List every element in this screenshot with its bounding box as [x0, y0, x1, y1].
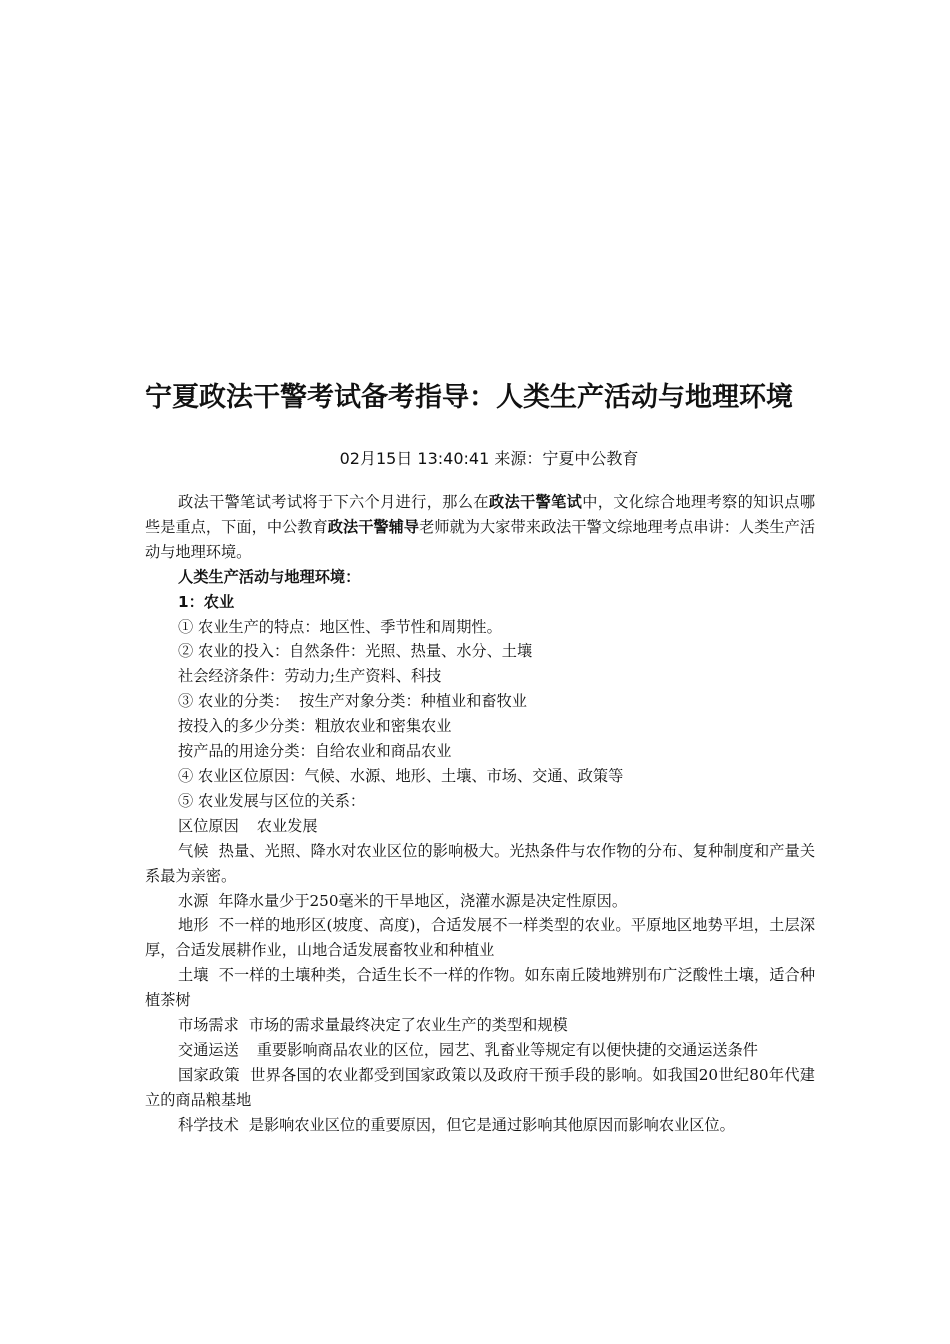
factor-name: 土壤 [178, 966, 209, 985]
point-by-input: 按投入的多少分类：粗放农业和密集农业 [178, 717, 452, 736]
factor-text: 年降水量少于250毫米的干旱地区，浇灌水源是决定性原因。 [218, 891, 628, 910]
factor-row [145, 963, 815, 1013]
factor-row [145, 1113, 815, 1138]
point-inputs: ② 农业的投入：自然条件：光照、热量、水分、土壤 [178, 642, 533, 661]
factor-table-header [145, 814, 815, 839]
factor-name: 气候 [178, 841, 209, 860]
factor-row [145, 1063, 815, 1113]
header-col-development: 农业发展 [256, 816, 318, 835]
article-meta: 02月15日 13:40:41 来源：宁夏中公教育 [339, 449, 639, 468]
factor-name: 水源 [178, 891, 209, 910]
link-exam[interactable]: 政法干警笔试 [488, 493, 583, 511]
intro-text-2: 中，文化综合地理考察的知识点哪些是重点，下面，中公教育 [145, 493, 816, 536]
factor-row [145, 1013, 815, 1038]
intro-text-1: 政法干警笔试考试将于下六个月进行，那么在 [178, 493, 489, 511]
section-heading: 人类生产活动与地理环境： [178, 567, 361, 586]
point-development: ⑤ 农业发展与区位的关系： [178, 791, 366, 810]
classification-label: ③ 农业的分类： [178, 692, 290, 711]
factor-name: 交通运送 [178, 1040, 239, 1059]
factor-name: 地形 [178, 916, 209, 935]
factor-text: 是影响农业区位的重要原因，但它是通过影响其他原因而影响农业区位。 [248, 1115, 735, 1134]
header-col-factor: 区位原因 [178, 816, 239, 835]
document-page [145, 372, 815, 1138]
factor-row [145, 889, 815, 914]
subsection-heading: 1：农业 [178, 592, 235, 611]
factor-text: 热量、光照、降水对农业区位的影响极大。光热条件与农作物的分布、复种制度和产量关系最为亲密。 [145, 841, 816, 885]
factor-text: 不一样的地形区(坡度、高度)，合适发展不一样类型的农业。平原地区地势平坦，土层深厚，合适发展耕作业，山地合适发展畜牧业和种植业 [145, 916, 816, 960]
factor-name: 市场需求 [178, 1016, 239, 1035]
article-body [145, 490, 815, 1138]
factor-text: 市场的需求量最终决定了农业生产的类型和规模 [248, 1016, 568, 1035]
point-socioeconomic: 社会经济条件：劳动力;生产资料、科技 [178, 667, 442, 686]
factor-name: 科学技术 [178, 1115, 239, 1134]
point-characteristics: ① 农业生产的特点：地区性、季节性和周期性。 [178, 617, 502, 636]
link-tutoring[interactable]: 政法干警辅导 [327, 517, 420, 536]
article-title: 宁夏政法干警考试备考指导：人类生产活动与地理环境 [145, 382, 793, 413]
factor-row [145, 1038, 815, 1063]
factor-name: 国家政策 [178, 1065, 240, 1084]
point-location-factors: ④ 农业区位原因：气候、水源、地形、土壤、市场、交通、政策等 [178, 766, 624, 785]
intro-text-3: 老师就为大家带来政法干警文综地理考点串讲：人类生产活动与地理环境。 [145, 517, 816, 561]
point-classification [145, 689, 815, 714]
factor-row [145, 839, 815, 889]
factor-text: 世界各国的农业都受到国家政策以及政府干预手段的影响。如我国20世纪80年代建立的商品粮基地 [145, 1065, 815, 1109]
classification-by-object: 按生产对象分类：种植业和畜牧业 [299, 692, 527, 711]
point-by-use: 按产品的用途分类：自给农业和商品农业 [178, 742, 452, 761]
factor-text: 重要影响商品农业的区位，园艺、乳畜业等规定有以便快捷的交通运送条件 [256, 1040, 758, 1059]
factor-text: 不一样的土壤种类，合适生长不一样的作物。如东南丘陵地辨别布广泛酸性土壤，适合种植茶树 [145, 966, 816, 1010]
factor-row [145, 913, 815, 963]
intro-paragraph [145, 490, 815, 565]
